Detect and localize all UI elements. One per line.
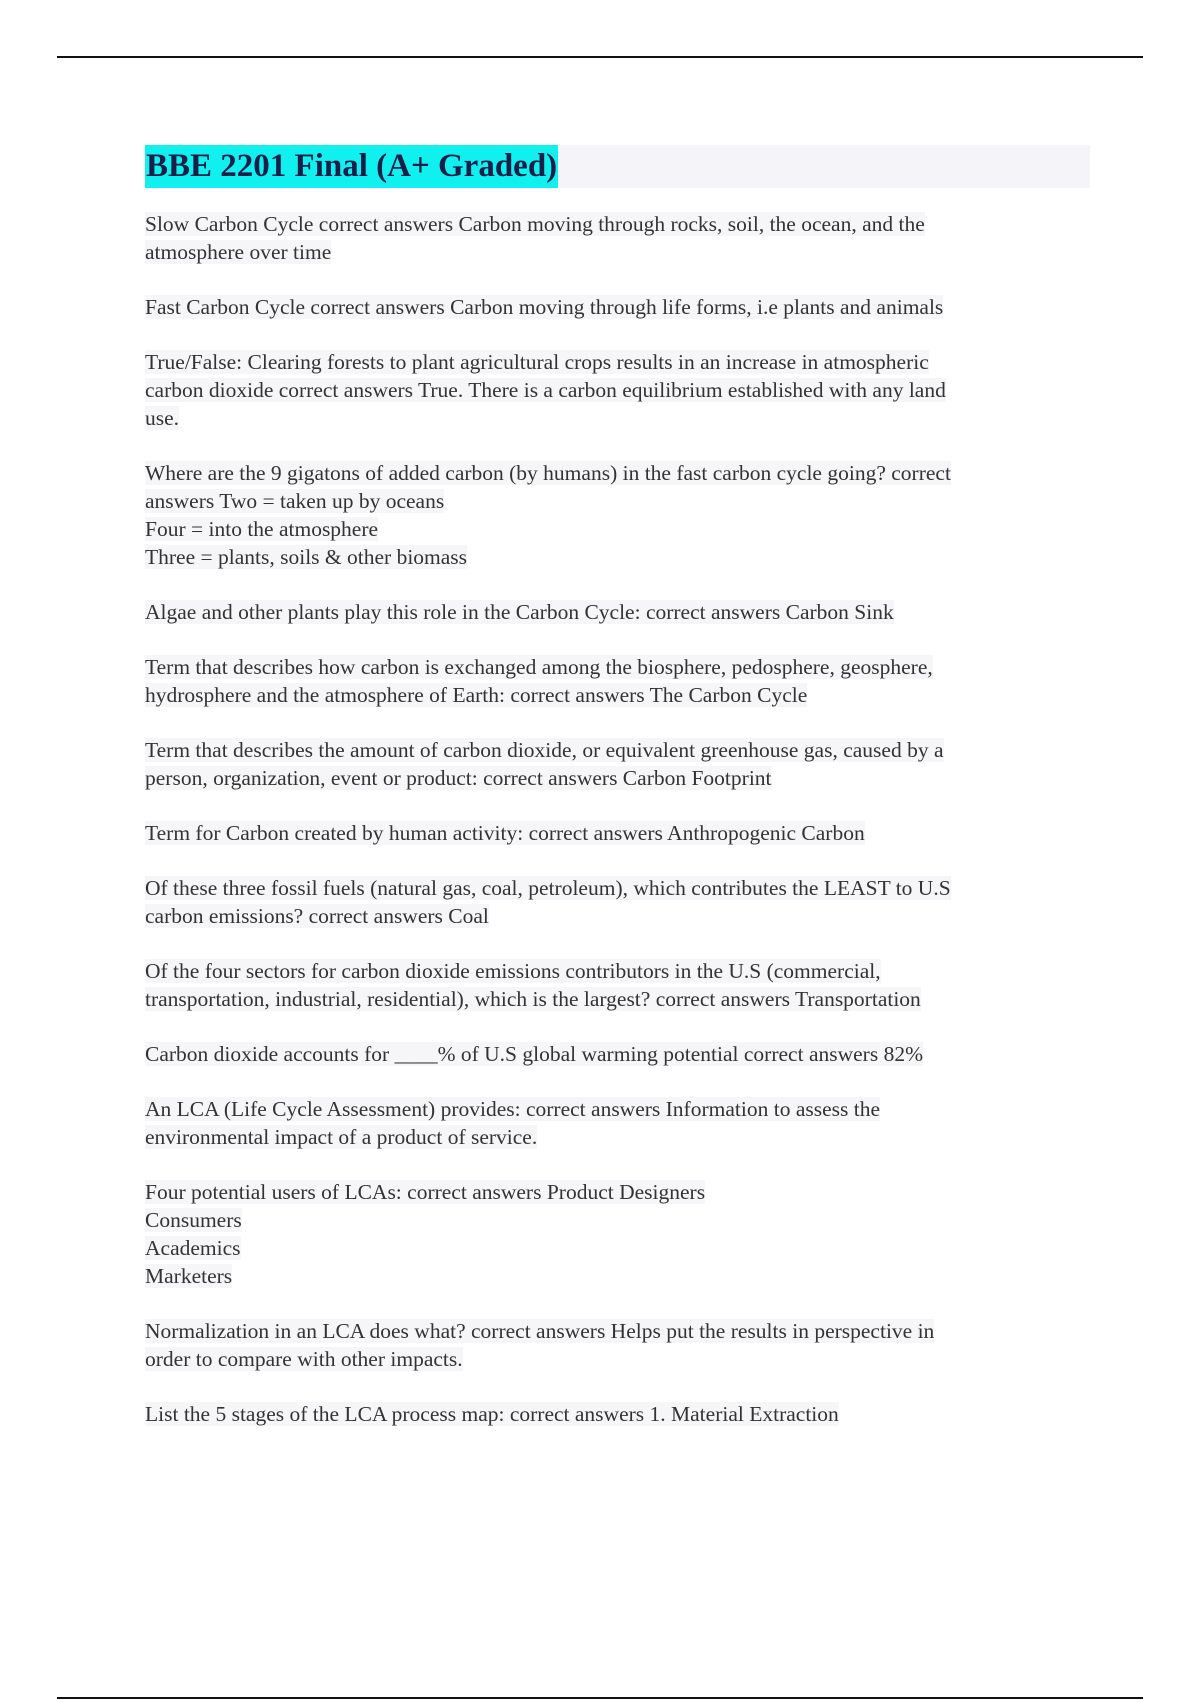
qa-line: Where are the 9 gigatons of added carbon (by humans) in the fast carbon cycle going? correct xyxy=(145,461,951,485)
qa-line-row xyxy=(145,1206,1090,1234)
title-band xyxy=(145,145,1090,188)
qa-line: Slow Carbon Cycle correct answers Carbon moving through rocks, soil, the ocean, and the xyxy=(145,212,925,236)
document-title: BBE 2201 Final (A+ Graded) xyxy=(145,145,558,188)
qa-line: transportation, industrial, residential), which is the largest? correct answers Transportation xyxy=(145,987,921,1011)
qa-line-row xyxy=(145,1345,1090,1373)
qa-line-row xyxy=(145,1123,1090,1151)
qa-line: use. xyxy=(145,406,180,430)
qa-line-row xyxy=(145,1400,1090,1428)
qa-line: Of the four sectors for carbon dioxide emissions contributors in the U.S (commercial, xyxy=(145,959,881,983)
qa-line-row xyxy=(145,819,1090,847)
qa-item xyxy=(145,1040,1090,1068)
qa-item xyxy=(145,1178,1090,1290)
qa-line: Academics xyxy=(145,1236,241,1260)
qa-line: hydrosphere and the atmosphere of Earth: correct answers The Carbon Cycle xyxy=(145,683,808,707)
qa-item xyxy=(145,293,1090,321)
qa-line: atmosphere over time xyxy=(145,240,332,264)
qa-line-row xyxy=(145,1095,1090,1123)
qa-item xyxy=(145,874,1090,930)
qa-line: carbon emissions? correct answers Coal xyxy=(145,904,489,928)
qa-line: Of these three fossil fuels (natural gas, coal, petroleum), which contributes the LEAST to U.S xyxy=(145,876,951,900)
qa-line-row xyxy=(145,210,1090,238)
qa-item xyxy=(145,653,1090,709)
qa-line: carbon dioxide correct answers True. There is a carbon equilibrium established with any land xyxy=(145,378,946,402)
qa-list xyxy=(145,210,1090,1428)
qa-line: An LCA (Life Cycle Assessment) provides: correct answers Information to assess the xyxy=(145,1097,881,1121)
qa-line-row xyxy=(145,985,1090,1013)
qa-item xyxy=(145,1400,1090,1428)
qa-item xyxy=(145,1095,1090,1151)
qa-line: person, organization, event or product: correct answers Carbon Footprint xyxy=(145,766,772,790)
qa-line-row xyxy=(145,376,1090,404)
qa-item xyxy=(145,598,1090,626)
qa-line-row xyxy=(145,543,1090,571)
qa-line: Consumers xyxy=(145,1208,242,1232)
qa-line: Four potential users of LCAs: correct answers Product Designers xyxy=(145,1180,706,1204)
qa-line: Algae and other plants play this role in the Carbon Cycle: correct answers Carbon Sink xyxy=(145,600,894,624)
qa-line-row xyxy=(145,1317,1090,1345)
qa-line-row xyxy=(145,874,1090,902)
qa-line: Term that describes how carbon is exchanged among the biosphere, pedosphere, geosphere, xyxy=(145,655,933,679)
qa-line-row xyxy=(145,404,1090,432)
qa-item xyxy=(145,459,1090,571)
qa-line-row xyxy=(145,653,1090,681)
qa-line: environmental impact of a product of service. xyxy=(145,1125,538,1149)
qa-line: True/False: Clearing forests to plant agricultural crops results in an increase in atmospheric xyxy=(145,350,929,374)
qa-line: Normalization in an LCA does what? correct answers Helps put the results in perspective in xyxy=(145,1319,935,1343)
qa-item xyxy=(145,957,1090,1013)
qa-line: Four = into the atmosphere xyxy=(145,517,379,541)
qa-line-row xyxy=(145,736,1090,764)
qa-line: Fast Carbon Cycle correct answers Carbon moving through life forms, i.e plants and animals xyxy=(145,295,944,319)
qa-line-row xyxy=(145,238,1090,266)
qa-item xyxy=(145,736,1090,792)
qa-line-row xyxy=(145,459,1090,487)
qa-line-row xyxy=(145,902,1090,930)
qa-line-row xyxy=(145,681,1090,709)
qa-line-row xyxy=(145,348,1090,376)
qa-line: answers Two = taken up by oceans xyxy=(145,489,445,513)
qa-line-row xyxy=(145,1234,1090,1262)
bottom-rule xyxy=(57,1697,1143,1699)
qa-line: Marketers xyxy=(145,1264,233,1288)
qa-line-row xyxy=(145,764,1090,792)
qa-line-row xyxy=(145,487,1090,515)
qa-line-row xyxy=(145,293,1090,321)
qa-line: Term that describes the amount of carbon dioxide, or equivalent greenhouse gas, caused by a xyxy=(145,738,944,762)
qa-line: order to compare with other impacts. xyxy=(145,1347,463,1371)
qa-line-row xyxy=(145,515,1090,543)
qa-item xyxy=(145,210,1090,266)
qa-line: Term for Carbon created by human activity: correct answers Anthropogenic Carbon xyxy=(145,821,865,845)
document-body xyxy=(145,145,1090,1455)
qa-line-row xyxy=(145,598,1090,626)
qa-item xyxy=(145,819,1090,847)
qa-item xyxy=(145,1317,1090,1373)
qa-line: Three = plants, soils & other biomass xyxy=(145,545,468,569)
qa-line: List the 5 stages of the LCA process map: correct answers 1. Material Extraction xyxy=(145,1402,839,1426)
qa-line-row xyxy=(145,1040,1090,1068)
qa-line-row xyxy=(145,1178,1090,1206)
qa-line-row xyxy=(145,1262,1090,1290)
qa-line-row xyxy=(145,957,1090,985)
top-rule xyxy=(57,56,1143,58)
qa-item xyxy=(145,348,1090,432)
qa-line: Carbon dioxide accounts for ____% of U.S global warming potential correct answers 82% xyxy=(145,1042,923,1066)
